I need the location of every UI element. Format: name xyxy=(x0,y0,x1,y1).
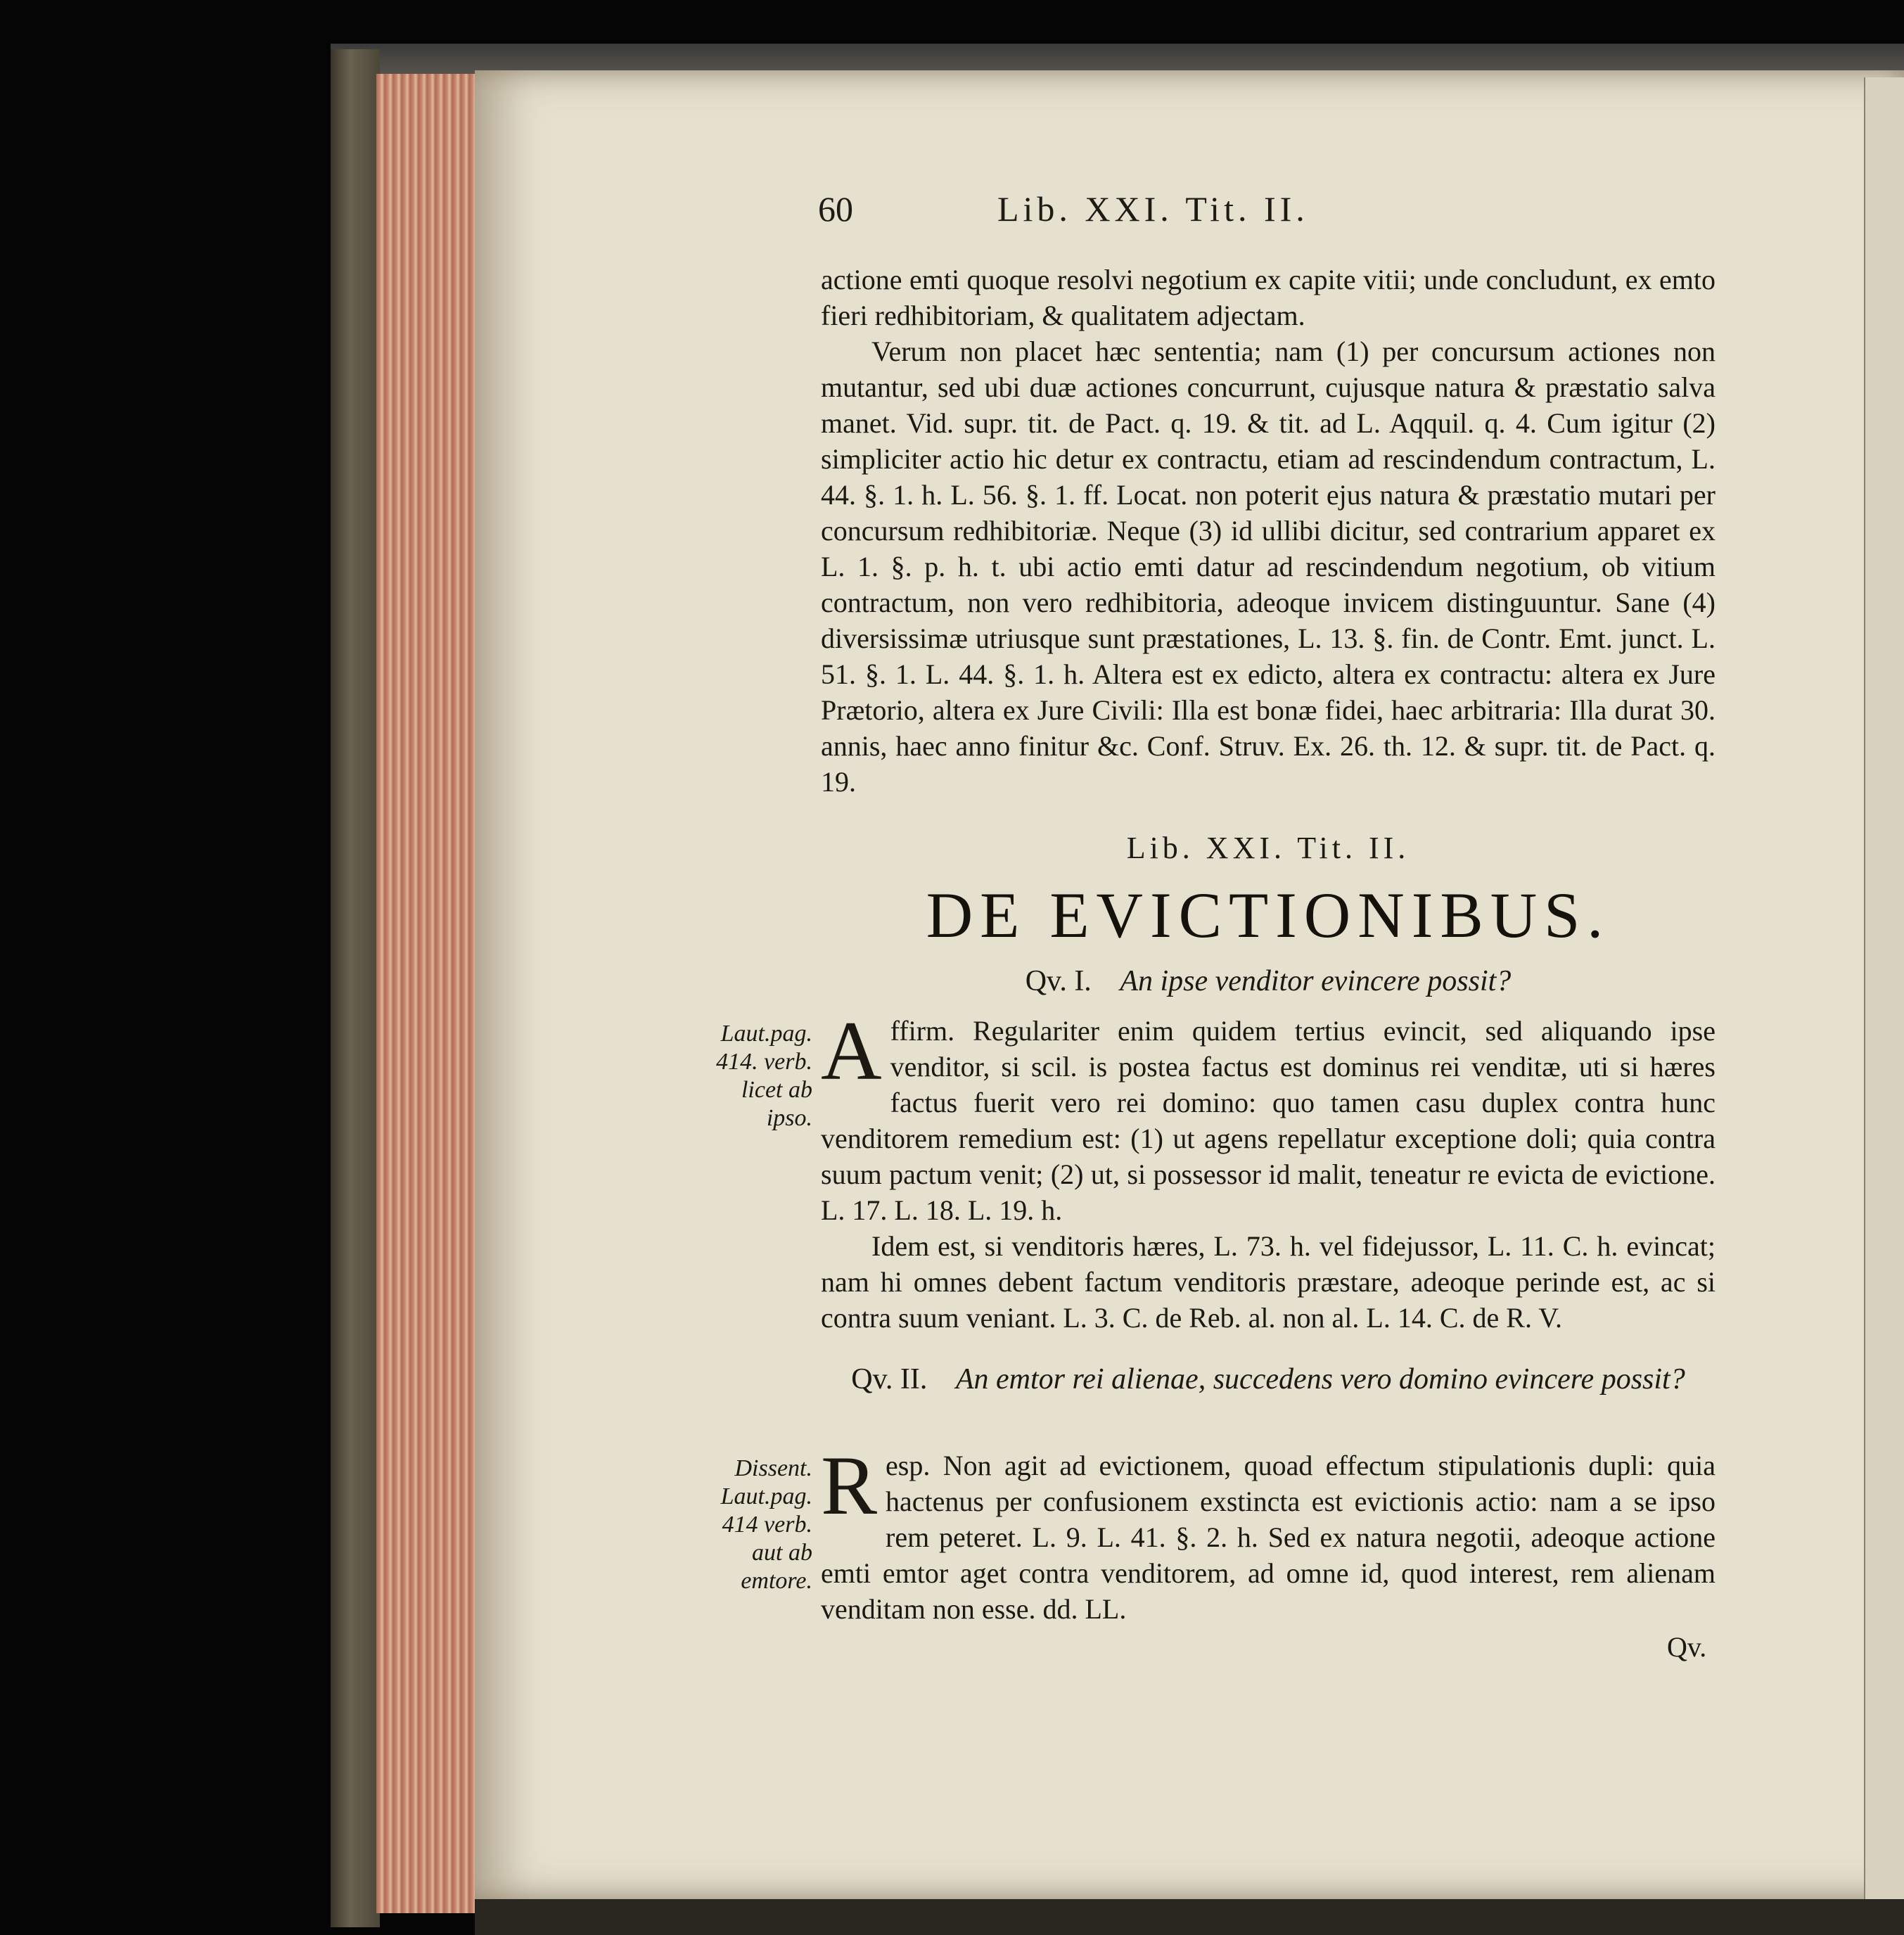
question-1-body xyxy=(821,1004,1715,1336)
question-2-heading xyxy=(821,1362,1715,1397)
facing-page-edge xyxy=(1864,77,1904,1906)
dropcap-a: A xyxy=(821,1004,882,1097)
question-1-heading xyxy=(821,964,1715,999)
question-1-para-2: Idem est, si venditoris hæres, L. 73. h. vel fidejussor, L. 11. C. h. evincat; nam hi omnes debent factum venditoris præstare, adeoque perinde est, ac si contra suum veniant. L. 3. C. de Reb. al. non al. L. 14. C. de R. V. xyxy=(821,1230,1715,1334)
page-edges xyxy=(376,74,477,1913)
dropcap-r: R xyxy=(821,1438,878,1532)
paragraph-continued: actione emti quoque resolvi negotium ex capite vitii; unde concludunt, ex emto fieri redhibitoriam, & qualitatem adjectam. xyxy=(821,264,1715,331)
section-title: DE EVICTIONIBUS. xyxy=(926,879,1611,951)
margin-note-1: Laut.pag. 414. verb. licet ab ipso. xyxy=(716,1021,812,1131)
running-head xyxy=(0,189,1904,231)
question-2-text: An emtor rei alienae, succedens vero domino evincere possit? xyxy=(955,1363,1685,1396)
bottom-shadow xyxy=(475,1899,1904,1935)
body-top xyxy=(821,262,1715,800)
question-1-para-1: ffirm. Regulariter enim quidem tertius evincit, sed aliquando ipse venditor, si scil. is postea factus est dominus rei venditæ, uti si hæres factus fuerit vero rei domino: quo tamen casu duplex contra hunc venditorem remedium est: (1) ut agens repellatur exceptione doli; quia contra suum pactum venit; (2) ut, si possessor id malit, teneatur re evicta de evictione. L. 17. L. 18. L. 19. h. xyxy=(821,1015,1715,1226)
margin-note-2: Dissent. Laut.pag. 414 verb. aut ab emtore. xyxy=(720,1455,812,1594)
running-title: Lib. XXI. Tit. II. xyxy=(997,189,1309,229)
section-label: Lib. XXI. Tit. II. xyxy=(1126,831,1410,865)
catchword: Qv. xyxy=(1667,1631,1707,1663)
paragraph-verum: Verum non placet hæc sententia; nam (1) per concursum actiones non mutantur, sed ubi duæ actiones concurrunt, cujusque natura & præstatio salva manet. Vid. supr. tit. de Pact. q. 19. & tit. ad L. Aqquil. q. 4. Cum igitur (2) simpliciter actio hic detur ex contractu, etiam ad rescindendum contractum, L. 44. §. 1. h. L. 56. §. 1. ff. Locat. non poterit ejus natura & præstatio mutari per concursum redhibitoriæ. Neque (3) id ullibi dicitur, sed contrarium apparet ex L. 1. §. p. h. t. ubi actio emti datur ad rescindendum negotium, ob vitium contractum, non vero redhibitoria, adeoque invicem distinguuntur. Sane (4) diversissimæ utriusque sunt præstationes, L. 13. §. fin. de Contr. Emt. junct. L. 51. §. 1. L. 44. §. 1. h. Altera est ex edicto, altera ex contractu: altera ex Jure Prætorio, altera ex Jure Civili: Illa est bonæ fidei, haec arbitraria: Illa durat 30. annis, haec anno finitur &c. Conf. Struv. Ex. 26. th. 12. & supr. tit. de Pact. q. 19. xyxy=(821,336,1715,798)
question-2-body xyxy=(821,1438,1715,1627)
question-2-number: Qv. II. xyxy=(851,1363,928,1396)
page-number: 60 xyxy=(818,189,853,229)
book-cover-left xyxy=(331,49,380,1927)
question-1-number: Qv. I. xyxy=(1025,965,1092,997)
question-1-text: An ipse venditor evincere possit? xyxy=(1120,965,1512,997)
question-2-para: esp. Non agit ad evictionem, quoad effectum stipulationis dupli: quia hactenus per confusionem exstincta est evictionis actio: nam a se ipso rem peteret. L. 9. L. 41. §. 2. h. Sed ex natura negotii, adeoque actione emti emtor aget contra venditorem, ad omne id, quod interest, rem alienam venditam non esse. dd. LL. xyxy=(821,1450,1715,1625)
